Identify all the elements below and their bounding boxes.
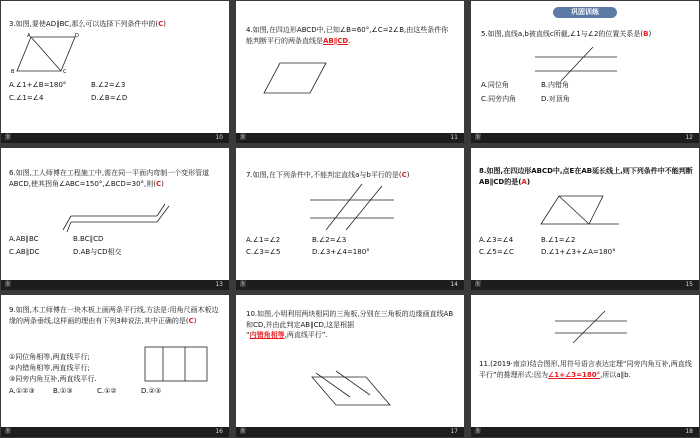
slide-footer xyxy=(1,280,229,290)
slide-18[interactable] xyxy=(471,295,699,437)
option-a[interactable]: A.∠3=∠4 xyxy=(479,236,514,244)
option-c[interactable]: C.∠1=∠4 xyxy=(9,94,44,102)
carpentry-diagram xyxy=(141,343,211,385)
footer-label: 浙 xyxy=(240,134,247,141)
transversal-diagram xyxy=(531,45,621,83)
option-d[interactable]: D.②③ xyxy=(141,387,162,395)
footer-label: 浙 xyxy=(5,428,12,435)
statement-3: ③同旁内角互补,两直线平行. xyxy=(9,375,97,383)
page-number: 16 xyxy=(215,428,223,435)
footer-label: 浙 xyxy=(475,281,482,288)
question-5: 5.如图,直线a,b被直线c所截,∠1与∠2的位置关系是(B) xyxy=(481,30,652,38)
slide-17[interactable] xyxy=(236,295,464,437)
svg-text:C: C xyxy=(63,69,67,75)
slide-footer xyxy=(471,280,699,290)
option-b[interactable]: B.∠2=∠3 xyxy=(91,81,126,89)
question-9: 9.如图,木工师傅在一块木板上画两条平行线,方法是:用角尺画木板边缘的两条垂线,这样画的理由有下列3种说法,其中正确的是(C) xyxy=(9,306,219,325)
statement-2: ②内错角相等,两直线平行; xyxy=(9,364,90,372)
option-b[interactable]: B.①③ xyxy=(53,387,73,395)
parallelogram-diagram xyxy=(9,31,79,75)
page-number: 12 xyxy=(685,134,693,141)
option-d[interactable]: D.对顶角 xyxy=(541,95,570,103)
option-c[interactable]: C.AB∥DC xyxy=(9,248,40,256)
triangle-ruler-diagram xyxy=(306,367,396,411)
svg-text:B: B xyxy=(11,69,15,75)
option-d[interactable]: D.∠1+∠3+∠A=180° xyxy=(541,248,616,256)
option-a[interactable]: A.同位角 xyxy=(481,81,509,89)
slide-12[interactable] xyxy=(471,1,699,143)
slide-11[interactable] xyxy=(236,1,464,143)
parallel-lines-diagram xyxy=(306,182,398,232)
page-number: 17 xyxy=(450,428,458,435)
footer-label: 浙 xyxy=(5,281,12,288)
footer-label: 浙 xyxy=(240,281,247,288)
angle-diagram xyxy=(551,309,631,345)
slide-16[interactable] xyxy=(1,295,229,437)
option-b[interactable]: B.∠1=∠2 xyxy=(541,236,576,244)
slide-15[interactable] xyxy=(471,148,699,290)
slide-footer xyxy=(471,133,699,143)
slide-footer xyxy=(236,133,464,143)
slide-footer xyxy=(236,280,464,290)
option-c[interactable]: C.∠3=∠5 xyxy=(246,248,281,256)
page-number: 11 xyxy=(450,134,458,141)
quadrilateral-e-diagram xyxy=(537,192,621,232)
footer-label: 浙 xyxy=(475,134,482,141)
question-10: 10.如图,小明利用两块相同的三角板,分别在三角板的边缘画直线AB和CD,并由此判定AB∥CD,这是根据 “内错角相等,两直线平行”. xyxy=(246,310,454,339)
slide-14[interactable] xyxy=(236,148,464,290)
option-b[interactable]: B.BC∥CD xyxy=(73,235,104,243)
option-a[interactable]: A.AB∥BC xyxy=(9,235,39,243)
option-b[interactable]: B.内错角 xyxy=(541,81,570,89)
section-banner: 巩固训练 xyxy=(553,7,617,18)
question-11: 11.(2019·南京)结合图形,用符号语言表达定理“同旁内角互补,两直线平行”的推理形式:因为∠1+∠3=180°,所以a∥b. xyxy=(479,360,692,379)
page-number: 10 xyxy=(215,134,223,141)
slide-footer xyxy=(1,133,229,143)
option-d[interactable]: D.∠3+∠4=180° xyxy=(312,248,370,256)
option-c[interactable]: C.∠5=∠C xyxy=(479,248,514,256)
question-8: 8.如图,在四边形ABCD中,点E在AB延长线上,则下列条件中不能判断AB∥CD的是(A) xyxy=(479,167,693,186)
option-d[interactable]: D.∠B=∠D xyxy=(91,94,128,102)
option-d[interactable]: D.AB与CD相交 xyxy=(73,248,122,256)
pipe-diagram xyxy=(61,200,171,238)
statement-1: ①同位角相等,两直线平行; xyxy=(9,353,90,361)
slide-footer xyxy=(1,427,229,437)
footer-label: 浙 xyxy=(240,428,247,435)
question-7: 7.如图,在下列条件中,不能判定直线a与b平行的是(C) xyxy=(246,171,410,179)
option-a[interactable]: A.∠1+∠B=180° xyxy=(9,81,67,89)
question-4: 4.如图,在四边形ABCD中,已知∠B=60°,∠C=2∠B,由这些条件你能判断平行的两条直线是AB∥CD. xyxy=(246,26,449,45)
slide-13[interactable] xyxy=(1,148,229,290)
option-b[interactable]: B.∠2=∠3 xyxy=(312,236,347,244)
option-a[interactable]: A.∠1=∠2 xyxy=(246,236,281,244)
question-3: 3.如图,要使AD∥BC,那么可以选择下列条件中的(C) xyxy=(9,20,166,28)
footer-label: 浙 xyxy=(5,134,12,141)
page-number: 15 xyxy=(685,281,693,288)
slide-footer xyxy=(236,427,464,437)
slide-10[interactable] xyxy=(1,1,229,143)
option-a[interactable]: A.①②③ xyxy=(9,387,35,395)
page-number: 18 xyxy=(685,428,693,435)
quadrilateral-diagram xyxy=(260,59,330,99)
footer-label: 浙 xyxy=(475,428,482,435)
slide-footer xyxy=(471,427,699,437)
page-number: 13 xyxy=(215,281,223,288)
option-c[interactable]: C.同旁内角 xyxy=(481,95,517,103)
option-c[interactable]: C.①② xyxy=(97,387,117,395)
svg-text:D: D xyxy=(75,33,79,39)
svg-text:A: A xyxy=(27,33,31,39)
page-number: 14 xyxy=(450,281,458,288)
question-6: 6.如图,工人师傅在工程施工中,需在同一平面内弯制一个变形管道ABCD,使其拐角∠ABC=150°,∠BCD=30°,则(C) xyxy=(9,169,210,188)
